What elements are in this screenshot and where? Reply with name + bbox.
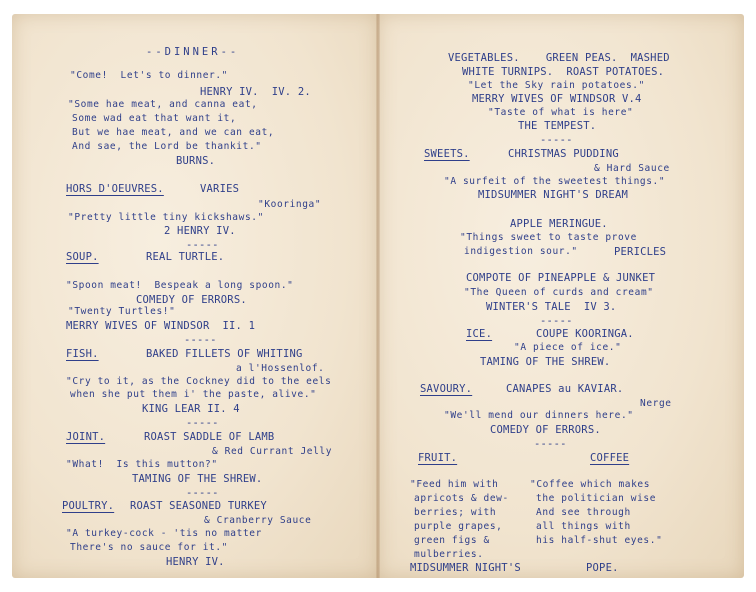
apple-cite: PERICLES — [614, 246, 667, 258]
apple-quote: "Things sweet to taste prove — [460, 232, 637, 243]
veg-cite: MERRY WIVES OF WINDSOR V.4 — [472, 93, 642, 105]
vegetables-line: VEGETABLES. GREEN PEAS. MASHED — [448, 52, 670, 64]
joint-sub: & Red Currant Jelly — [212, 446, 333, 457]
apple-quote-2: indigestion sour." — [464, 246, 578, 257]
hors-sub: "Kooringa" — [258, 199, 322, 210]
fruit-quote-line: "Feed him with — [410, 479, 499, 490]
fruit-quote-line: green figs & — [414, 535, 490, 546]
soup-quote: "Spoon meat! Bespeak a long spoon." — [66, 280, 294, 291]
poultry-sub: & Cranberry Sauce — [204, 515, 312, 526]
compote-dish: COMPOTE OF PINEAPPLE & JUNKET — [466, 272, 656, 284]
coffee-quote-line: the politician wise — [536, 493, 657, 504]
sweets-dish: CHRISTMAS PUDDING — [508, 148, 619, 160]
joint-dish: ROAST SADDLE OF LAMB — [144, 431, 275, 443]
compote-quote: "The Queen of curds and cream" — [464, 287, 654, 298]
savoury-cite: COMEDY OF ERRORS. — [490, 424, 601, 436]
poultry-quote: "A turkey-cock - 'tis no matter — [66, 528, 262, 539]
separator: ----- — [186, 487, 219, 499]
course-label-savoury: SAVOURY. — [420, 383, 473, 395]
veg-cite-2: THE TEMPEST. — [518, 120, 597, 132]
fish-dish: BAKED FILLETS OF WHITING — [146, 348, 303, 360]
vegetables-line-2: WHITE TURNIPS. ROAST POTATOES. — [462, 66, 665, 78]
course-label-ice: ICE. — [466, 328, 493, 340]
course-label-sweets: SWEETS. — [424, 148, 470, 160]
hors-cite: 2 HENRY IV. — [164, 225, 236, 237]
coffee-cite: POPE. — [586, 562, 619, 574]
burns-line: And sae, the Lord be thankit." — [72, 141, 262, 152]
joint-quote: "What! Is this mutton?" — [66, 459, 218, 470]
veg-quote: "Let the Sky rain potatoes." — [468, 80, 645, 91]
soup-dish: REAL TURTLE. — [146, 251, 225, 263]
menu-title: --DINNER-- — [146, 46, 240, 58]
fish-quote: "Cry to it, as the Cockney did to the eels — [66, 376, 332, 387]
ice-quote: "A piece of ice." — [514, 342, 622, 353]
savoury-quote: "We'll mend our dinners here." — [444, 410, 634, 421]
intro-quote: "Come! Let's to dinner." — [70, 70, 228, 81]
separator: ----- — [186, 417, 219, 429]
joint-cite: TAMING OF THE SHREW. — [132, 473, 263, 485]
soup-cite: COMEDY OF ERRORS. — [136, 294, 247, 306]
course-label-coffee: COFFEE — [590, 452, 630, 464]
ice-dish: COUPE KOORINGA. — [536, 328, 634, 340]
intro-cite: HENRY IV. IV. 2. — [200, 86, 311, 98]
coffee-quote-line: And see through — [536, 507, 631, 518]
savoury-sub: Nerge — [640, 398, 672, 409]
course-label-soup: SOUP. — [66, 251, 99, 263]
fruit-quote-line: mulberries. — [414, 549, 484, 560]
burns-cite: BURNS. — [176, 155, 216, 167]
burns-line: But we hae meat, and we can eat, — [72, 127, 275, 138]
separator: ----- — [186, 239, 219, 251]
page-fold — [376, 14, 380, 578]
course-label-fish: FISH. — [66, 348, 99, 360]
fish-quote: when she put them i' the paste, alive." — [70, 389, 317, 400]
fruit-quote-line: purple grapes, — [414, 521, 503, 532]
course-label-joint: JOINT. — [66, 431, 106, 443]
sweets-quote: "A surfeit of the sweetest things." — [444, 176, 666, 187]
fruit-quote-line: apricots & dew- — [414, 493, 509, 504]
sweets-sub: & Hard Sauce — [594, 163, 670, 174]
course-label-poultry: POULTRY. — [62, 500, 115, 512]
apple-dish: APPLE MERINGUE. — [510, 218, 608, 230]
poultry-cite: HENRY IV. — [166, 556, 225, 568]
fruit-cite: MIDSUMMER NIGHT'S — [410, 562, 521, 574]
compote-cite: WINTER'S TALE IV 3. — [486, 301, 617, 313]
fruit-quote-line: berries; with — [414, 507, 497, 518]
burns-line: "Some hae meat, and canna eat, — [68, 99, 258, 110]
course-label-fruit: FRUIT. — [418, 452, 458, 464]
separator: ----- — [184, 334, 217, 346]
separator: ----- — [534, 438, 567, 450]
coffee-quote-line: all things with — [536, 521, 631, 532]
burns-line: Some wad eat that want it, — [72, 113, 237, 124]
fish-cite: KING LEAR II. 4 — [142, 403, 240, 415]
hors-dish: VARIES — [200, 183, 240, 195]
separator: ----- — [540, 134, 573, 146]
coffee-quote-line: his half-shut eyes." — [536, 535, 663, 546]
separator: ----- — [540, 315, 573, 327]
veg-quote-2: "Taste of what is here" — [488, 107, 634, 118]
course-label-hors: HORS D'OEUVRES. — [66, 183, 164, 195]
soup-cite-2: MERRY WIVES OF WINDSOR II. 1 — [66, 320, 256, 332]
sweets-cite: MIDSUMMER NIGHT'S DREAM — [478, 189, 628, 201]
poultry-quote: There's no sauce for it." — [70, 542, 228, 553]
coffee-quote-line: "Coffee which makes — [530, 479, 651, 490]
savoury-dish: CANAPES au KAVIAR. — [506, 383, 624, 395]
ice-cite: TAMING OF THE SHREW. — [480, 356, 611, 368]
hors-quote: "Pretty little tiny kickshaws." — [68, 212, 264, 223]
soup-quote-2: "Twenty Turtles!" — [68, 306, 176, 317]
poultry-dish: ROAST SEASONED TURKEY — [130, 500, 267, 512]
fish-sub: a l'Hossenlof. — [236, 363, 325, 374]
